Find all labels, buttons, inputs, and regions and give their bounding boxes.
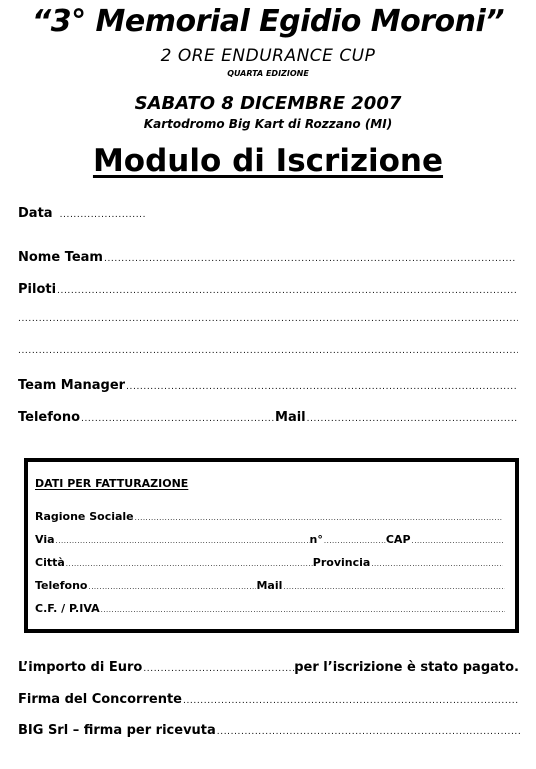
ragione-sociale-dots[interactable]	[135, 514, 503, 522]
citta-field[interactable]	[35, 556, 503, 569]
team-manager-label: Team Manager	[18, 378, 126, 393]
event-venue: Kartodromo Big Kart di Rozzano (MI)	[143, 117, 393, 131]
team-manager-dots[interactable]	[126, 382, 518, 392]
piloti-dots-2[interactable]	[18, 314, 518, 324]
firma-concorrente-label: Firma del Concorrente	[18, 692, 182, 707]
piloti-line-3[interactable]	[18, 346, 518, 356]
big-ricevuta-field[interactable]	[18, 723, 520, 738]
piloti-line-2[interactable]	[18, 314, 518, 324]
numero-dots[interactable]	[324, 537, 386, 545]
mail-dots[interactable]	[307, 414, 518, 424]
billing-mail-dots[interactable]	[283, 583, 505, 591]
billing-box	[24, 458, 519, 633]
cf-piva-field[interactable]	[35, 602, 505, 615]
provincia-dots[interactable]	[371, 560, 503, 568]
piloti-dots[interactable]	[57, 286, 518, 296]
citta-label: Città	[35, 556, 65, 569]
cap-dots[interactable]	[412, 537, 503, 545]
form-title	[0, 143, 536, 179]
firma-concorrente-field[interactable]	[18, 692, 518, 707]
nome-team-label: Nome Team	[18, 250, 103, 265]
billing-telefono-field[interactable]	[35, 579, 505, 592]
billing-mail-label: Mail	[256, 579, 283, 592]
telefono-label: Telefono	[18, 410, 81, 425]
citta-dots[interactable]	[66, 560, 313, 568]
via-label: Via	[35, 533, 55, 546]
cf-piva-dots[interactable]	[101, 606, 505, 614]
cf-piva-label: C.F. / P.IVA	[35, 602, 100, 615]
event-date: SABATO 8 DICEMBRE 2007	[134, 93, 402, 114]
event-subtitle: 2 ORE ENDURANCE CUP	[160, 46, 376, 66]
telefono-dots[interactable]	[81, 414, 275, 424]
big-ricevuta-label: BIG Srl – firma per ricevuta	[18, 723, 216, 738]
provincia-label: Provincia	[312, 556, 371, 569]
importo-dots[interactable]	[143, 664, 294, 674]
piloti-label: Piloti	[18, 282, 57, 297]
event-title: “3° Memorial Egidio Moroni”	[31, 4, 505, 39]
billing-title: DATI PER FATTURAZIONE	[35, 477, 189, 490]
form-title-text: Modulo di Iscrizione	[92, 143, 444, 179]
cap-label: CAP	[385, 533, 411, 546]
firma-concorrente-dots[interactable]	[183, 696, 518, 706]
data-field[interactable]	[18, 206, 146, 221]
telefono-mail-field[interactable]	[18, 410, 518, 425]
billing-telefono-dots[interactable]	[88, 583, 256, 591]
piloti-field[interactable]	[18, 282, 518, 297]
nome-team-dots[interactable]	[104, 254, 516, 264]
event-edition: QUARTA EDIZIONE	[227, 69, 309, 78]
piloti-dots-3[interactable]	[18, 346, 518, 356]
via-field[interactable]	[35, 533, 503, 546]
mail-label: Mail	[275, 410, 306, 425]
importo-field[interactable]	[18, 660, 520, 675]
billing-telefono-label: Telefono	[35, 579, 88, 592]
data-dots[interactable]	[60, 210, 146, 220]
team-manager-field[interactable]	[18, 378, 518, 393]
importo-label: L’importo di Euro	[18, 660, 143, 675]
nome-team-field[interactable]	[18, 250, 516, 265]
importo-suffix: per l’iscrizione è stato pagato.	[294, 660, 519, 675]
big-ricevuta-dots[interactable]	[217, 727, 520, 737]
data-label: Data	[18, 206, 53, 221]
ragione-sociale-field[interactable]	[35, 510, 503, 523]
via-dots[interactable]	[56, 537, 310, 545]
ragione-sociale-label: Ragione Sociale	[35, 510, 134, 523]
numero-label: n°	[309, 533, 323, 546]
